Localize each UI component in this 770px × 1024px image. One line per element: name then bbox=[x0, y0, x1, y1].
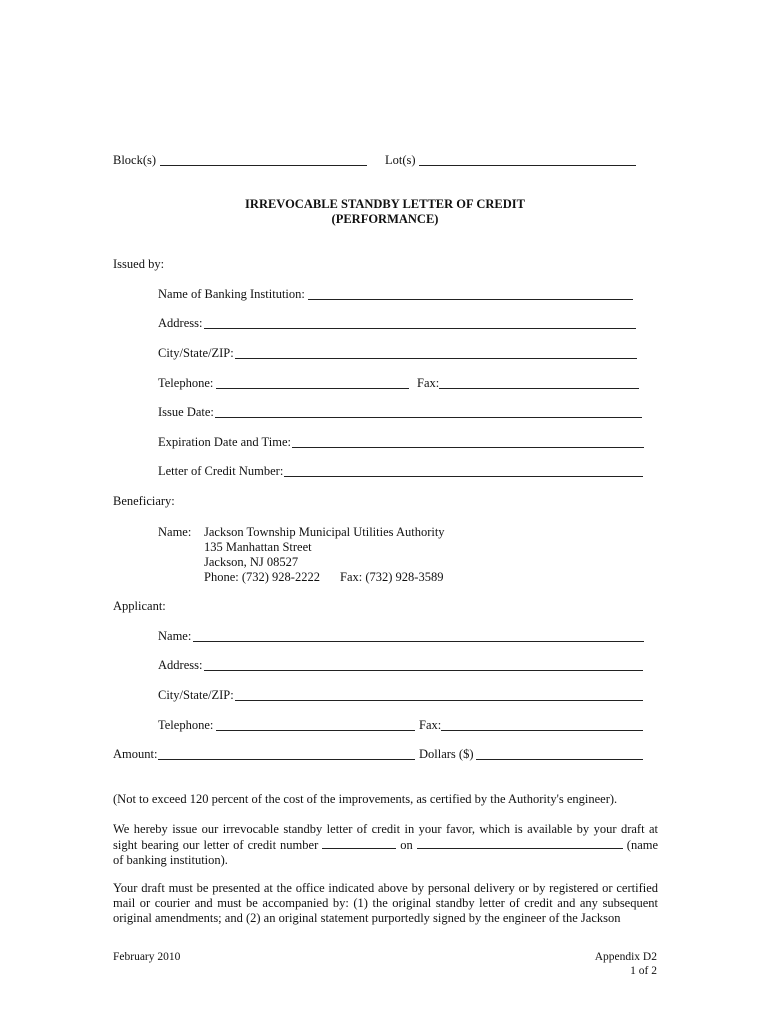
issuer-fax-field[interactable] bbox=[439, 376, 639, 389]
applicant-telephone-label: Telephone: bbox=[158, 718, 214, 732]
loc-number-field[interactable] bbox=[284, 464, 643, 477]
issue-date-field[interactable] bbox=[215, 405, 642, 418]
issuer-city-state-zip-field[interactable] bbox=[235, 346, 637, 359]
lot-label: Lot(s) bbox=[385, 153, 416, 167]
footer-date: February 2010 bbox=[113, 951, 181, 963]
footer-appendix: Appendix D2 bbox=[594, 951, 657, 963]
applicant-address-label: Address: bbox=[158, 658, 203, 672]
beneficiary-heading: Beneficiary: bbox=[113, 494, 175, 508]
amount-field[interactable] bbox=[158, 747, 415, 760]
issue-paragraph bbox=[113, 822, 658, 868]
limit-note: (Not to exceed 120 percent of the cost of the improvements, as certified by the Authority's engineer). bbox=[113, 792, 618, 806]
issuer-fax-label: Fax: bbox=[417, 376, 440, 390]
issuer-city-state-zip-label: City/State/ZIP: bbox=[158, 346, 234, 360]
beneficiary-name-label: Name: bbox=[158, 525, 192, 539]
block-label: Block(s) bbox=[113, 153, 157, 167]
footer-page-number: 1 of 2 bbox=[630, 965, 657, 977]
loc-number-label: Letter of Credit Number: bbox=[158, 464, 284, 478]
applicant-city-state-zip-label: City/State/ZIP: bbox=[158, 688, 234, 702]
applicant-city-state-zip-field[interactable] bbox=[235, 688, 643, 701]
bank-name-field[interactable] bbox=[308, 287, 633, 300]
issued-by-heading: Issued by: bbox=[113, 257, 165, 271]
bank-name-inline-field[interactable] bbox=[417, 837, 623, 849]
beneficiary-city: Jackson, NJ 08527 bbox=[204, 555, 299, 569]
document-title: IRREVOCABLE STANDBY LETTER OF CREDIT bbox=[245, 197, 525, 211]
applicant-fax-field[interactable] bbox=[441, 718, 643, 731]
issue-paragraph-end: of banking institution). bbox=[113, 853, 228, 867]
issuer-address-label: Address: bbox=[158, 316, 203, 330]
issuer-telephone-field[interactable] bbox=[216, 376, 409, 389]
loc-number-inline-field[interactable] bbox=[322, 837, 396, 849]
block-field[interactable] bbox=[160, 153, 367, 166]
beneficiary-street: 135 Manhattan Street bbox=[204, 540, 312, 554]
lot-field[interactable] bbox=[419, 153, 636, 166]
applicant-name-field[interactable] bbox=[193, 629, 644, 642]
expiration-field[interactable] bbox=[292, 435, 644, 448]
dollars-field[interactable] bbox=[476, 747, 643, 760]
applicant-heading: Applicant: bbox=[113, 599, 166, 613]
dollars-label: Dollars ($) bbox=[419, 747, 474, 761]
amount-label: Amount: bbox=[113, 747, 158, 761]
beneficiary-name: Jackson Township Municipal Utilities Authority bbox=[204, 525, 445, 539]
draft-paragraph: Your draft must be presented at the office indicated above by personal delivery or by registered or certified mail or courier and must be accompanied by: (1) the original standby letter of credit and any subsequent original amendments; and (2) an original statement purportedly signed by the engineer of the Jackson bbox=[113, 881, 658, 925]
applicant-fax-label: Fax: bbox=[419, 718, 442, 732]
bank-name-label: Name of Banking Institution: bbox=[158, 287, 305, 301]
expiration-label: Expiration Date and Time: bbox=[158, 435, 291, 449]
issuer-telephone-label: Telephone: bbox=[158, 376, 214, 390]
applicant-name-label: Name: bbox=[158, 629, 192, 643]
issue-date-label: Issue Date: bbox=[158, 405, 214, 419]
issue-paragraph-text: We hereby issue our irrevocable standby letter of credit in your favor, which is available by your draft at sight bearing our letter of credit number bbox=[113, 822, 658, 852]
document-subtitle: (PERFORMANCE) bbox=[331, 212, 439, 226]
beneficiary-fax: Fax: (732) 928-3589 bbox=[340, 570, 444, 584]
applicant-address-field[interactable] bbox=[204, 658, 643, 671]
issuer-address-field[interactable] bbox=[204, 316, 636, 329]
issue-paragraph-on: on bbox=[400, 838, 413, 852]
issue-paragraph-name: (name bbox=[626, 838, 659, 852]
beneficiary-phone: Phone: (732) 928-2222 bbox=[204, 570, 320, 584]
applicant-telephone-field[interactable] bbox=[216, 718, 415, 731]
